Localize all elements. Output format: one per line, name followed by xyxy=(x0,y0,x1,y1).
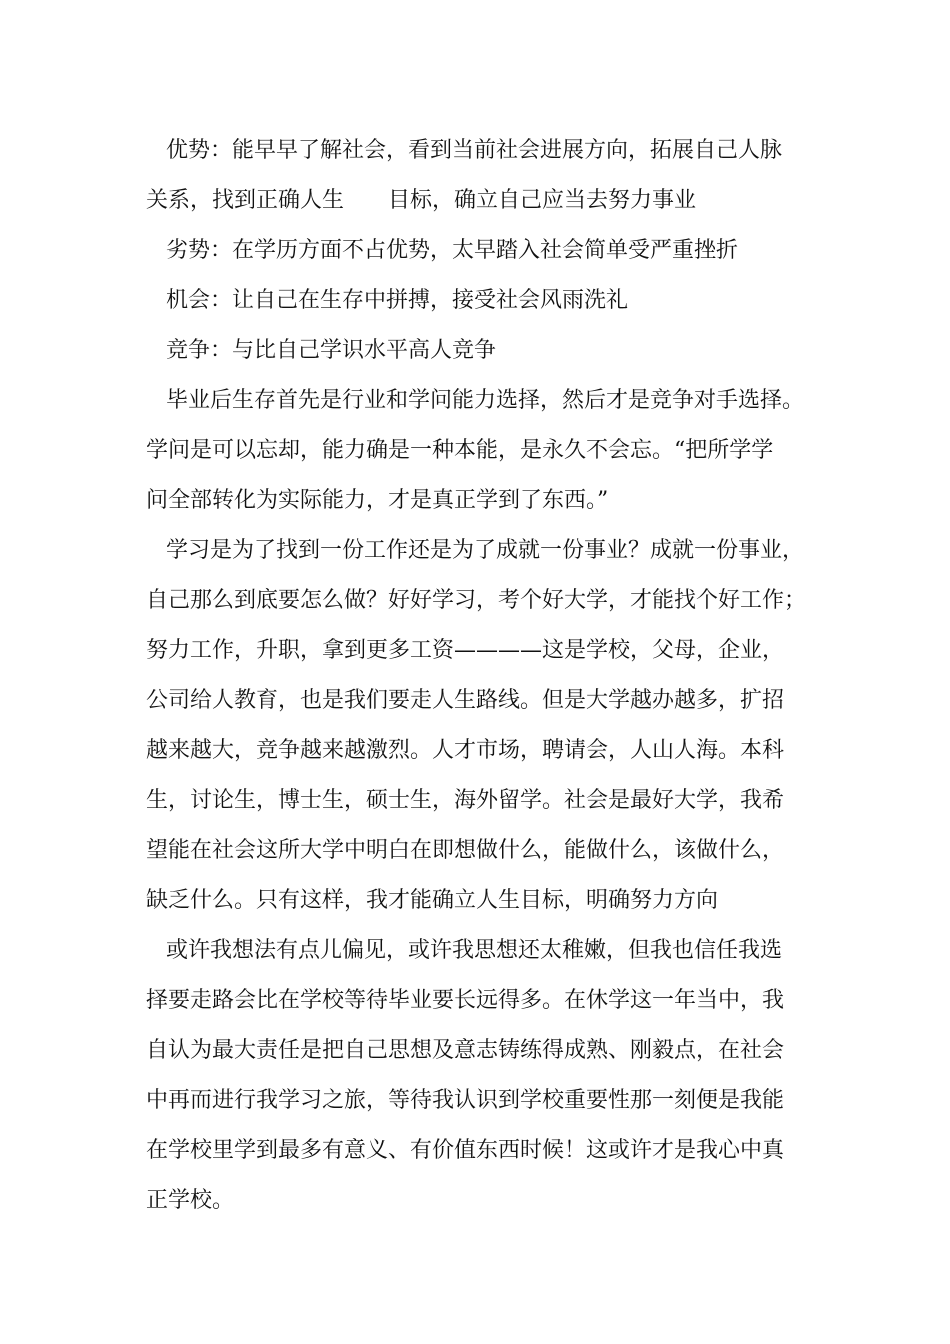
text-line: 正学校。 xyxy=(146,1188,235,1213)
text-line: 优势：能早早了解社会，看到当前社会进展方向，拓展自己人脉 xyxy=(166,138,783,163)
text-line: 毕业后生存首先是行业和学问能力选择，然后才是竞争对手选择。 xyxy=(166,388,805,413)
text-line: 择要走路会比在学校等待毕业要长远得多。在休学这一年当中，我 xyxy=(146,988,785,1013)
text-line: 自己那么到底要怎么做？好好学习，考个好大学，才能找个好工作； xyxy=(146,588,807,613)
text-line: 中再而进行我学习之旅，等待我认识到学校重要性那一刻便是我能 xyxy=(146,1088,785,1113)
text-line: 在学校里学到最多有意义、有价值东西时候！这或许才是我心中真 xyxy=(146,1138,785,1163)
text-line: 或许我想法有点儿偏见，或许我思想还太稚嫩，但我也信任我选 xyxy=(166,938,783,963)
text-line: 学习是为了找到一份工作还是为了成就一份事业？成就一份事业， xyxy=(166,538,805,563)
text-line: 劣势：在学历方面不占优势，太早踏入社会简单受严重挫折 xyxy=(166,238,739,263)
text-line: 努力工作，升职，拿到更多工资————这是学校，父母，企业， xyxy=(146,638,785,663)
text-line: 机会：让自己在生存中拼搏，接受社会风雨洗礼 xyxy=(166,288,629,313)
text-line: 竞争：与比自己学识水平高人竞争 xyxy=(166,338,497,363)
text-line: 学问是可以忘却，能力确是一种本能，是永久不会忘。“把所学学 xyxy=(146,438,774,463)
text-line xyxy=(146,186,696,216)
text-segment: 关系，找到正确人生 xyxy=(146,188,345,213)
text-line: 生，讨论生，博士生，硕士生，海外留学。社会是最好大学，我希 xyxy=(146,788,785,813)
text-line: 问全部转化为实际能力，才是真正学到了东西。” xyxy=(146,488,609,513)
text-line: 望能在社会这所大学中明白在即想做什么，能做什么，该做什么， xyxy=(146,838,785,863)
text-line: 缺乏什么。只有这样，我才能确立人生目标，明确努力方向 xyxy=(146,888,719,913)
text-line: 公司给人教育，也是我们要走人生路线。但是大学越办越多，扩招 xyxy=(146,688,785,713)
text-segment: 目标，确立自己应当去努力事业 xyxy=(388,188,697,213)
text-line: 自认为最大责任是把自己思想及意志铸练得成熟、刚毅点，在社会 xyxy=(146,1038,785,1063)
text-line: 越来越大，竞争越来越激烈。人才市场，聘请会，人山人海。本科 xyxy=(146,738,785,763)
